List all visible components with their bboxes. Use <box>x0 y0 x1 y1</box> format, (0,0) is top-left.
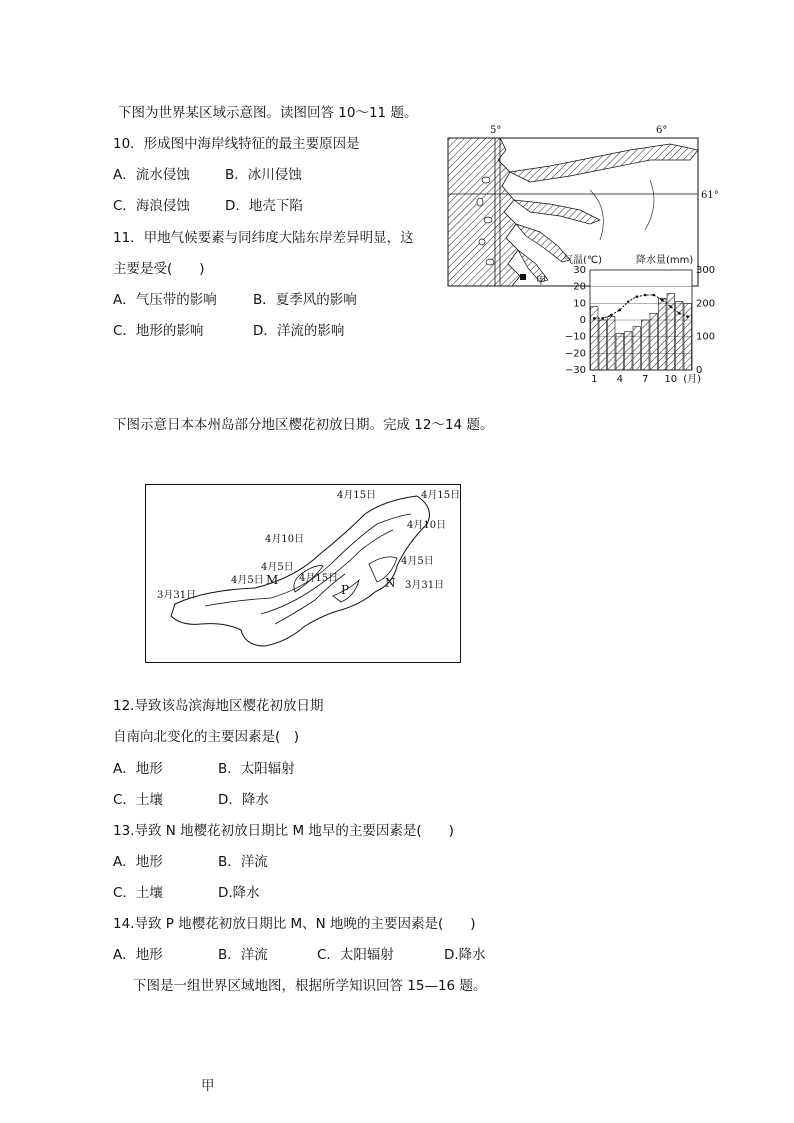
q12-stem-line2: 自南向北变化的主要因素是( ) <box>113 729 300 745</box>
month-tick-label: 7 <box>642 374 649 385</box>
temperature-axis-label: 气温(℃) <box>563 255 603 266</box>
temperature-point <box>618 309 621 312</box>
point-m-label: M <box>266 573 279 587</box>
date-label-4-10-west: 4月10日 <box>265 534 305 545</box>
temperature-point <box>601 317 604 320</box>
q14-option-b[interactable]: B．洋流 <box>218 947 268 963</box>
q11-stem-line1: 11．甲地气候要素与同纬度大陆东岸差异明显，这 <box>113 230 414 246</box>
precipitation-bar <box>659 298 667 370</box>
q10-option-d[interactable]: D．地壳下陷 <box>225 198 303 214</box>
temperature-point <box>686 315 689 318</box>
section1-intro: 下图为世界某区域示意图。读图回答 10～11 题。 <box>118 105 418 121</box>
q14-option-a[interactable]: A．地形 <box>113 947 163 963</box>
precipitation-bar <box>616 333 624 370</box>
date-label-4-10-east: 4月10日 <box>407 520 447 531</box>
month-tick-label: 4 <box>616 374 623 385</box>
date-label-3-31-east: 3月31日 <box>405 580 445 591</box>
q13-option-a[interactable]: A．地形 <box>113 854 163 870</box>
temperature-point <box>644 294 647 297</box>
q11-option-a[interactable]: A．气压带的影响 <box>113 292 217 308</box>
date-label-4-5-east: 4月5日 <box>401 556 434 567</box>
date-label-4-15-ne: 4月15日 <box>421 490 461 501</box>
q12-stem-line1: 12.导致该岛滨海地区樱花初放日期 <box>113 698 324 714</box>
precipitation-bar <box>642 320 650 370</box>
temperature-point <box>610 314 613 317</box>
precipitation-axis-label: 降水量(mm) <box>636 255 694 266</box>
precipitation-bar <box>625 332 633 370</box>
q13-option-b[interactable]: B．洋流 <box>218 854 268 870</box>
q13-option-c[interactable]: C．土壤 <box>113 885 163 901</box>
longitude-5-label: 5° <box>490 125 502 136</box>
temperature-point <box>635 295 638 298</box>
q10-option-c[interactable]: C．海浪侵蚀 <box>113 198 190 214</box>
q12-option-b[interactable]: B．太阳辐射 <box>218 761 295 777</box>
temperature-point <box>661 299 664 302</box>
temperature-tick-label: −10 <box>564 331 586 343</box>
precipitation-bar <box>608 317 616 370</box>
temperature-point <box>678 312 681 315</box>
temperature-point <box>669 305 672 308</box>
point-n-label: N <box>385 576 396 590</box>
precipitation-bar <box>599 320 607 370</box>
precipitation-bar <box>633 327 641 370</box>
date-label-4-15-north: 4月15日 <box>337 490 377 501</box>
temperature-tick-label: 30 <box>573 265 586 276</box>
temperature-tick-label: −30 <box>564 365 586 376</box>
q12-option-d[interactable]: D．降水 <box>218 792 269 808</box>
q11-option-b[interactable]: B．夏季风的影响 <box>253 292 357 308</box>
longitude-6-label: 6° <box>656 125 668 136</box>
latitude-61-label: 61° <box>701 190 719 201</box>
q11-option-d[interactable]: D．洋流的影响 <box>253 323 345 339</box>
date-label-3-31-west: 3月31日 <box>157 590 197 601</box>
climate-chart <box>563 253 715 385</box>
point-p-label: P <box>341 583 350 597</box>
precipitation-tick-label: 200 <box>696 298 716 310</box>
q13-stem: 13.导致 N 地樱花初放日期比 M 地早的主要因素是( ) <box>113 823 454 839</box>
q14-option-d[interactable]: D.降水 <box>444 947 486 963</box>
temperature-tick-label: 10 <box>573 298 586 310</box>
month-tick-label: 1 <box>591 374 598 385</box>
month-unit-label: (月) <box>683 374 702 385</box>
precipitation-tick-label: 300 <box>696 265 716 276</box>
temperature-tick-label: 0 <box>579 315 586 326</box>
temperature-point <box>627 300 630 303</box>
section3-intro: 下图是一组世界区域地图，根据所学知识回答 15—16 题。 <box>133 978 487 994</box>
q13-option-d[interactable]: D.降水 <box>218 885 260 901</box>
temperature-point <box>593 317 596 320</box>
q11-stem-line2: 主要是受( ) <box>113 261 205 277</box>
q14-option-c[interactable]: C．太阳辐射 <box>317 947 394 963</box>
precipitation-bar <box>591 307 599 370</box>
place-jia-label: 甲 <box>536 276 546 287</box>
honshu-cherry-blossom-map <box>145 484 463 665</box>
month-tick-label: 10 <box>664 374 678 385</box>
precipitation-bar <box>667 293 675 370</box>
q11-option-c[interactable]: C．地形的影响 <box>113 323 204 339</box>
temperature-point <box>652 294 655 297</box>
q14-stem: 14.导致 P 地樱花初放日期比 M、N 地晚的主要因素是( ) <box>113 916 476 932</box>
temperature-tick-label: −20 <box>564 348 586 360</box>
precipitation-tick-label: 0 <box>696 365 703 376</box>
fjord-region-map <box>440 120 730 385</box>
section2-intro: 下图示意日本本州岛部分地区樱花初放日期。完成 12～14 题。 <box>113 417 494 433</box>
date-label-4-5-a: 4月5日 <box>261 562 294 573</box>
q10-option-b[interactable]: B．冰川侵蚀 <box>225 167 302 183</box>
precipitation-bar <box>684 303 692 370</box>
q10-stem: 10．形成图中海岸线特征的最主要原因是 <box>113 136 360 152</box>
q12-option-c[interactable]: C．土壤 <box>113 792 163 808</box>
temperature-tick-label: 20 <box>573 281 586 293</box>
q12-option-a[interactable]: A．地形 <box>113 761 163 777</box>
precipitation-bar <box>650 313 658 370</box>
section3-place-jia: 甲 <box>201 1078 215 1094</box>
date-label-4-5-b: 4月5日 <box>231 575 264 586</box>
q10-option-a[interactable]: A．流水侵蚀 <box>113 167 190 183</box>
date-label-4-15-center: 4月15日 <box>299 573 339 584</box>
precipitation-tick-label: 100 <box>696 331 716 343</box>
